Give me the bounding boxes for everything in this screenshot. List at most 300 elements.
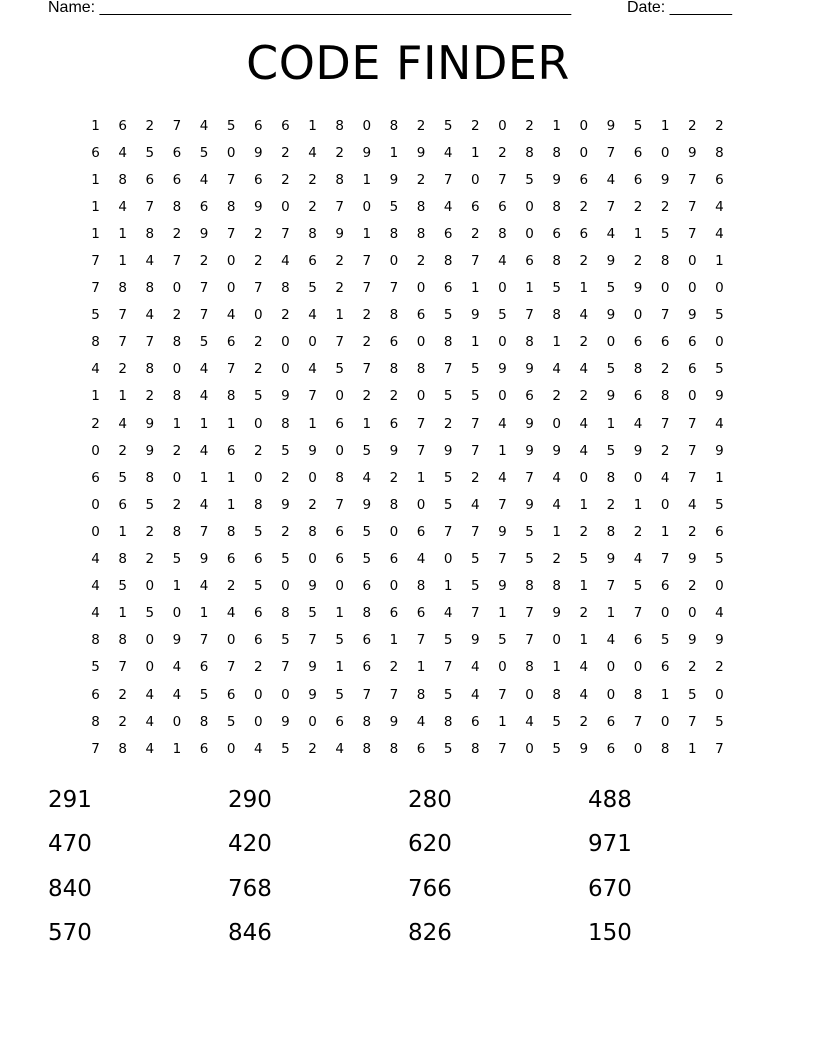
grid-digit[interactable]: 0 (308, 334, 317, 351)
grid-digit[interactable]: 4 (579, 307, 589, 324)
grid-digit[interactable]: 9 (688, 144, 697, 161)
grid-digit[interactable]: 6 (443, 280, 453, 297)
grid-digit[interactable]: 6 (525, 388, 534, 405)
grid-digit[interactable]: 4 (91, 361, 100, 378)
grid-digit[interactable]: 8 (389, 361, 399, 378)
grid-digit[interactable]: 7 (660, 551, 670, 568)
grid-digit[interactable]: 5 (498, 307, 507, 324)
grid-digit[interactable]: 5 (715, 496, 724, 513)
grid-digit[interactable]: 2 (226, 578, 236, 595)
grid-digit[interactable]: 0 (172, 280, 182, 297)
grid-digit[interactable]: 1 (308, 117, 317, 134)
grid-digit[interactable]: 6 (579, 171, 589, 188)
grid-digit[interactable]: 2 (416, 117, 426, 134)
grid-digit[interactable]: 7 (471, 523, 480, 540)
grid-digit[interactable]: 7 (525, 307, 534, 324)
grid-digit[interactable]: 6 (118, 496, 127, 513)
grid-digit[interactable]: 0 (688, 253, 697, 270)
grid-digit[interactable]: 8 (416, 198, 426, 215)
grid-digit[interactable]: 2 (525, 117, 534, 134)
grid-digit[interactable]: 7 (633, 713, 643, 730)
grid-digit[interactable]: 5 (335, 361, 344, 378)
grid-digit[interactable]: 4 (443, 144, 453, 161)
grid-digit[interactable]: 5 (552, 280, 561, 297)
grid-digit[interactable]: 8 (118, 740, 127, 757)
grid-digit[interactable]: 7 (389, 686, 399, 703)
grid-digit[interactable]: 6 (606, 713, 616, 730)
grid-digit[interactable]: 2 (145, 117, 155, 134)
grid-digit[interactable]: 1 (416, 659, 426, 676)
grid-digit[interactable]: 6 (416, 740, 426, 757)
grid-digit[interactable]: 7 (199, 307, 209, 324)
grid-digit[interactable]: 4 (498, 253, 507, 270)
grid-digit[interactable]: 8 (308, 523, 317, 540)
grid-digit[interactable]: 6 (498, 198, 507, 215)
grid-digit[interactable]: 7 (416, 632, 426, 649)
grid-digit[interactable]: 7 (199, 280, 209, 297)
grid-digit[interactable]: 2 (281, 171, 290, 188)
grid-digit[interactable]: 7 (335, 334, 344, 351)
grid-digit[interactable]: 7 (118, 307, 127, 324)
grid-digit[interactable]: 6 (199, 198, 209, 215)
grid-digit[interactable]: 5 (254, 523, 263, 540)
grid-digit[interactable]: 9 (552, 605, 561, 622)
grid-digit[interactable]: 7 (525, 469, 534, 486)
grid-digit[interactable]: 4 (145, 686, 155, 703)
grid-digit[interactable]: 2 (579, 713, 589, 730)
grid-digit[interactable]: 0 (308, 469, 317, 486)
grid-digit[interactable]: 4 (118, 198, 127, 215)
grid-digit[interactable]: 7 (281, 225, 290, 242)
grid-digit[interactable]: 9 (254, 198, 263, 215)
grid-digit[interactable]: 1 (362, 415, 372, 432)
grid-digit[interactable]: 5 (308, 280, 317, 297)
grid-digit[interactable]: 0 (389, 253, 399, 270)
grid-digit[interactable]: 4 (579, 442, 589, 459)
grid-digit[interactable]: 8 (335, 469, 344, 486)
grid-digit[interactable]: 6 (281, 117, 290, 134)
grid-digit[interactable]: 5 (362, 442, 372, 459)
grid-digit[interactable]: 7 (443, 361, 453, 378)
grid-digit[interactable]: 2 (254, 442, 263, 459)
grid-digit[interactable]: 0 (633, 659, 643, 676)
grid-digit[interactable]: 2 (281, 523, 290, 540)
grid-digit[interactable]: 1 (660, 686, 670, 703)
grid-digit[interactable]: 4 (715, 415, 724, 432)
grid-digit[interactable]: 7 (199, 523, 209, 540)
grid-digit[interactable]: 0 (688, 605, 697, 622)
grid-digit[interactable]: 5 (281, 551, 290, 568)
grid-digit[interactable]: 5 (471, 361, 480, 378)
grid-digit[interactable]: 4 (226, 605, 236, 622)
grid-digit[interactable]: 4 (633, 415, 643, 432)
grid-digit[interactable]: 9 (281, 388, 290, 405)
grid-digit[interactable]: 7 (443, 523, 453, 540)
grid-digit[interactable]: 6 (118, 117, 127, 134)
grid-digit[interactable]: 2 (688, 578, 697, 595)
grid-digit[interactable]: 5 (335, 632, 344, 649)
grid-digit[interactable]: 0 (91, 523, 100, 540)
grid-digit[interactable]: 0 (416, 334, 426, 351)
grid-digit[interactable]: 0 (362, 198, 372, 215)
grid-digit[interactable]: 0 (688, 388, 697, 405)
grid-digit[interactable]: 9 (281, 713, 290, 730)
grid-digit[interactable]: 2 (660, 442, 670, 459)
grid-digit[interactable]: 6 (254, 117, 263, 134)
grid-digit[interactable]: 0 (660, 144, 670, 161)
grid-digit[interactable]: 7 (91, 253, 100, 270)
grid-digit[interactable]: 2 (389, 388, 399, 405)
grid-digit[interactable]: 8 (172, 523, 182, 540)
grid-digit[interactable]: 4 (416, 713, 426, 730)
grid-digit[interactable]: 4 (579, 415, 589, 432)
grid-digit[interactable]: 5 (660, 632, 670, 649)
grid-digit[interactable]: 2 (416, 253, 426, 270)
grid-digit[interactable]: 0 (525, 686, 534, 703)
grid-digit[interactable]: 4 (633, 551, 643, 568)
grid-digit[interactable]: 0 (362, 117, 372, 134)
grid-digit[interactable]: 2 (579, 523, 589, 540)
grid-digit[interactable]: 6 (172, 171, 182, 188)
grid-digit[interactable]: 7 (443, 171, 453, 188)
grid-digit[interactable]: 0 (498, 659, 507, 676)
grid-digit[interactable]: 5 (335, 686, 344, 703)
grid-digit[interactable]: 9 (525, 415, 534, 432)
grid-digit[interactable]: 8 (443, 253, 453, 270)
grid-digit[interactable]: 5 (362, 523, 372, 540)
grid-digit[interactable]: 6 (416, 523, 426, 540)
grid-digit[interactable]: 0 (552, 415, 561, 432)
grid-digit[interactable]: 6 (335, 713, 344, 730)
grid-digit[interactable]: 6 (389, 551, 399, 568)
grid-digit[interactable]: 7 (688, 198, 697, 215)
grid-digit[interactable]: 7 (226, 659, 236, 676)
grid-digit[interactable]: 9 (498, 578, 507, 595)
grid-digit[interactable]: 9 (606, 307, 616, 324)
grid-digit[interactable]: 2 (715, 117, 724, 134)
grid-digit[interactable]: 1 (471, 280, 480, 297)
grid-digit[interactable]: 5 (443, 388, 453, 405)
grid-digit[interactable]: 7 (525, 605, 534, 622)
grid-digit[interactable]: 4 (199, 442, 209, 459)
grid-digit[interactable]: 8 (389, 740, 399, 757)
grid-digit[interactable]: 9 (633, 280, 643, 297)
grid-digit[interactable]: 7 (362, 686, 372, 703)
grid-digit[interactable]: 6 (91, 144, 100, 161)
grid-digit[interactable]: 9 (308, 578, 317, 595)
grid-digit[interactable]: 9 (389, 442, 399, 459)
grid-digit[interactable]: 7 (498, 496, 507, 513)
grid-digit[interactable]: 5 (308, 605, 317, 622)
grid-digit[interactable]: 7 (688, 171, 697, 188)
grid-digit[interactable]: 2 (281, 307, 290, 324)
grid-digit[interactable]: 0 (335, 388, 344, 405)
grid-digit[interactable]: 4 (471, 496, 480, 513)
grid-digit[interactable]: 7 (498, 686, 507, 703)
grid-digit[interactable]: 8 (552, 686, 561, 703)
grid-digit[interactable]: 1 (362, 171, 372, 188)
grid-digit[interactable]: 4 (226, 307, 236, 324)
grid-digit[interactable]: 6 (688, 334, 697, 351)
grid-digit[interactable]: 2 (118, 361, 127, 378)
grid-digit[interactable]: 9 (389, 713, 399, 730)
grid-digit[interactable]: 5 (91, 307, 100, 324)
grid-digit[interactable]: 2 (552, 551, 561, 568)
grid-digit[interactable]: 6 (254, 605, 263, 622)
grid-digit[interactable]: 9 (552, 442, 561, 459)
grid-digit[interactable]: 9 (145, 415, 155, 432)
grid-digit[interactable]: 6 (715, 171, 724, 188)
grid-digit[interactable]: 0 (226, 253, 236, 270)
grid-digit[interactable]: 5 (145, 496, 155, 513)
grid-digit[interactable]: 1 (579, 632, 589, 649)
grid-digit[interactable]: 0 (335, 442, 344, 459)
grid-digit[interactable]: 6 (525, 253, 534, 270)
grid-digit[interactable]: 4 (199, 117, 209, 134)
grid-digit[interactable]: 6 (172, 144, 182, 161)
grid-digit[interactable]: 2 (308, 198, 317, 215)
grid-digit[interactable]: 2 (688, 659, 697, 676)
grid-digit[interactable]: 2 (688, 523, 697, 540)
grid-digit[interactable]: 7 (471, 415, 480, 432)
grid-digit[interactable]: 8 (416, 578, 426, 595)
grid-digit[interactable]: 6 (226, 551, 236, 568)
grid-digit[interactable]: 2 (633, 523, 643, 540)
grid-digit[interactable]: 7 (498, 551, 507, 568)
grid-digit[interactable]: 5 (199, 144, 209, 161)
grid-digit[interactable]: 7 (498, 740, 507, 757)
grid-digit[interactable]: 6 (660, 578, 670, 595)
grid-digit[interactable]: 9 (606, 551, 616, 568)
grid-digit[interactable]: 2 (389, 469, 399, 486)
grid-digit[interactable]: 4 (91, 605, 100, 622)
grid-digit[interactable]: 7 (688, 713, 697, 730)
grid-digit[interactable]: 8 (281, 415, 290, 432)
grid-digit[interactable]: 6 (199, 740, 209, 757)
grid-digit[interactable]: 9 (715, 632, 724, 649)
grid-digit[interactable]: 6 (254, 551, 263, 568)
grid-digit[interactable]: 8 (172, 388, 182, 405)
grid-digit[interactable]: 9 (525, 442, 534, 459)
grid-digit[interactable]: 0 (308, 551, 317, 568)
grid-digit[interactable]: 2 (579, 334, 589, 351)
grid-digit[interactable]: 7 (606, 578, 616, 595)
grid-digit[interactable]: 5 (443, 632, 453, 649)
grid-digit[interactable]: 0 (715, 334, 724, 351)
grid-digit[interactable]: 0 (389, 578, 399, 595)
grid-digit[interactable]: 4 (199, 171, 209, 188)
grid-digit[interactable]: 8 (362, 713, 372, 730)
grid-digit[interactable]: 1 (416, 469, 426, 486)
grid-digit[interactable]: 6 (226, 442, 236, 459)
grid-digit[interactable]: 0 (91, 496, 100, 513)
grid-digit[interactable]: 1 (552, 117, 561, 134)
grid-digit[interactable]: 5 (552, 740, 561, 757)
grid-digit[interactable]: 1 (525, 280, 534, 297)
grid-digit[interactable]: 2 (335, 280, 344, 297)
grid-digit[interactable]: 0 (335, 578, 344, 595)
grid-digit[interactable]: 2 (172, 225, 182, 242)
grid-digit[interactable]: 5 (498, 632, 507, 649)
grid-digit[interactable]: 7 (172, 117, 182, 134)
grid-digit[interactable]: 9 (145, 442, 155, 459)
grid-digit[interactable]: 8 (199, 713, 209, 730)
grid-digit[interactable]: 7 (335, 496, 344, 513)
grid-digit[interactable]: 1 (715, 469, 724, 486)
grid-digit[interactable]: 2 (172, 496, 182, 513)
grid-digit[interactable]: 0 (172, 361, 182, 378)
grid-digit[interactable]: 7 (362, 280, 372, 297)
grid-digit[interactable]: 4 (254, 740, 263, 757)
grid-digit[interactable]: 9 (281, 496, 290, 513)
grid-digit[interactable]: 9 (660, 171, 670, 188)
grid-digit[interactable]: 7 (145, 334, 155, 351)
grid-digit[interactable]: 0 (498, 334, 507, 351)
grid-digit[interactable]: 6 (715, 523, 724, 540)
grid-digit[interactable]: 8 (416, 225, 426, 242)
grid-digit[interactable]: 6 (91, 686, 100, 703)
grid-digit[interactable]: 0 (606, 686, 616, 703)
grid-digit[interactable]: 4 (579, 686, 589, 703)
grid-digit[interactable]: 4 (362, 469, 372, 486)
grid-digit[interactable]: 1 (91, 171, 100, 188)
grid-digit[interactable]: 8 (443, 334, 453, 351)
grid-digit[interactable]: 8 (389, 117, 399, 134)
grid-digit[interactable]: 6 (660, 334, 670, 351)
grid-digit[interactable]: 7 (471, 605, 480, 622)
grid-digit[interactable]: 9 (199, 225, 209, 242)
grid-digit[interactable]: 0 (389, 523, 399, 540)
grid-digit[interactable]: 8 (606, 523, 616, 540)
grid-digit[interactable]: 0 (498, 117, 507, 134)
grid-digit[interactable]: 7 (471, 253, 480, 270)
grid-digit[interactable]: 5 (443, 740, 453, 757)
grid-digit[interactable]: 8 (660, 388, 670, 405)
grid-digit[interactable]: 0 (172, 469, 182, 486)
grid-digit[interactable]: 0 (281, 686, 290, 703)
grid-digit[interactable]: 2 (362, 388, 372, 405)
grid-digit[interactable]: 9 (498, 523, 507, 540)
grid-digit[interactable]: 0 (579, 144, 589, 161)
grid-digit[interactable]: 7 (416, 442, 426, 459)
grid-digit[interactable]: 7 (606, 198, 616, 215)
grid-digit[interactable]: 5 (389, 198, 399, 215)
grid-digit[interactable]: 0 (471, 171, 480, 188)
grid-digit[interactable]: 0 (579, 469, 589, 486)
grid-digit[interactable]: 8 (552, 307, 561, 324)
grid-digit[interactable]: 1 (715, 253, 724, 270)
grid-digit[interactable]: 2 (145, 551, 155, 568)
grid-digit[interactable]: 5 (606, 280, 616, 297)
grid-digit[interactable]: 8 (525, 659, 534, 676)
grid-digit[interactable]: 1 (118, 388, 127, 405)
grid-digit[interactable]: 0 (525, 198, 534, 215)
grid-digit[interactable]: 4 (145, 253, 155, 270)
grid-digit[interactable]: 2 (443, 415, 453, 432)
grid-digit[interactable]: 5 (660, 225, 670, 242)
grid-digit[interactable]: 1 (389, 144, 399, 161)
grid-digit[interactable]: 5 (579, 551, 589, 568)
grid-digit[interactable]: 4 (199, 578, 209, 595)
grid-digit[interactable]: 8 (389, 496, 399, 513)
grid-digit[interactable]: 7 (362, 253, 372, 270)
grid-digit[interactable]: 0 (145, 659, 155, 676)
grid-digit[interactable]: 4 (471, 686, 480, 703)
grid-digit[interactable]: 1 (498, 605, 507, 622)
grid-digit[interactable]: 2 (471, 117, 480, 134)
grid-digit[interactable]: 9 (471, 307, 480, 324)
grid-digit[interactable]: 7 (416, 415, 426, 432)
grid-digit[interactable]: 2 (362, 334, 372, 351)
grid-digit[interactable]: 0 (281, 361, 290, 378)
grid-digit[interactable]: 2 (715, 659, 724, 676)
grid-digit[interactable]: 2 (606, 496, 616, 513)
grid-digit[interactable]: 6 (389, 605, 399, 622)
grid-digit[interactable]: 0 (226, 740, 236, 757)
grid-digit[interactable]: 4 (199, 496, 209, 513)
grid-digit[interactable]: 2 (254, 253, 263, 270)
grid-digit[interactable]: 0 (660, 496, 670, 513)
grid-digit[interactable]: 1 (118, 253, 127, 270)
grid-digit[interactable]: 2 (633, 198, 643, 215)
grid-digit[interactable]: 6 (308, 253, 317, 270)
grid-digit[interactable]: 7 (389, 280, 399, 297)
grid-digit[interactable]: 9 (688, 551, 697, 568)
grid-digit[interactable]: 0 (172, 605, 182, 622)
grid-digit[interactable]: 2 (416, 171, 426, 188)
grid-digit[interactable]: 7 (688, 442, 697, 459)
grid-digit[interactable]: 1 (471, 334, 480, 351)
grid-digit[interactable]: 9 (471, 632, 480, 649)
grid-digit[interactable]: 0 (443, 551, 453, 568)
grid-digit[interactable]: 1 (118, 225, 127, 242)
grid-digit[interactable]: 2 (145, 388, 155, 405)
grid-digit[interactable]: 7 (660, 307, 670, 324)
grid-digit[interactable]: 9 (199, 551, 209, 568)
grid-digit[interactable]: 5 (226, 713, 236, 730)
grid-digit[interactable]: 4 (199, 388, 209, 405)
grid-digit[interactable]: 7 (688, 225, 697, 242)
grid-digit[interactable]: 7 (199, 632, 209, 649)
grid-digit[interactable]: 6 (633, 334, 643, 351)
grid-digit[interactable]: 2 (389, 659, 399, 676)
grid-digit[interactable]: 0 (579, 117, 589, 134)
grid-digit[interactable]: 9 (579, 740, 589, 757)
grid-digit[interactable]: 5 (715, 713, 724, 730)
grid-digit[interactable]: 5 (254, 388, 263, 405)
grid-digit[interactable]: 4 (579, 361, 589, 378)
grid-digit[interactable]: 4 (308, 144, 317, 161)
grid-digit[interactable]: 7 (660, 415, 670, 432)
grid-digit[interactable]: 4 (308, 307, 317, 324)
grid-digit[interactable]: 2 (172, 307, 182, 324)
grid-digit[interactable]: 2 (118, 442, 127, 459)
grid-digit[interactable]: 2 (199, 253, 209, 270)
grid-digit[interactable]: 0 (281, 578, 290, 595)
grid-digit[interactable]: 7 (471, 442, 480, 459)
grid-digit[interactable]: 7 (172, 253, 182, 270)
grid-digit[interactable]: 4 (688, 496, 697, 513)
grid-digit[interactable]: 9 (715, 442, 724, 459)
grid-digit[interactable]: 1 (199, 415, 209, 432)
grid-digit[interactable]: 5 (254, 578, 263, 595)
grid-digit[interactable]: 7 (498, 171, 507, 188)
grid-digit[interactable]: 8 (335, 171, 344, 188)
grid-digit[interactable]: 7 (633, 605, 643, 622)
grid-digit[interactable]: 2 (335, 253, 344, 270)
grid-digit[interactable]: 8 (145, 280, 155, 297)
grid-digit[interactable]: 1 (660, 117, 670, 134)
